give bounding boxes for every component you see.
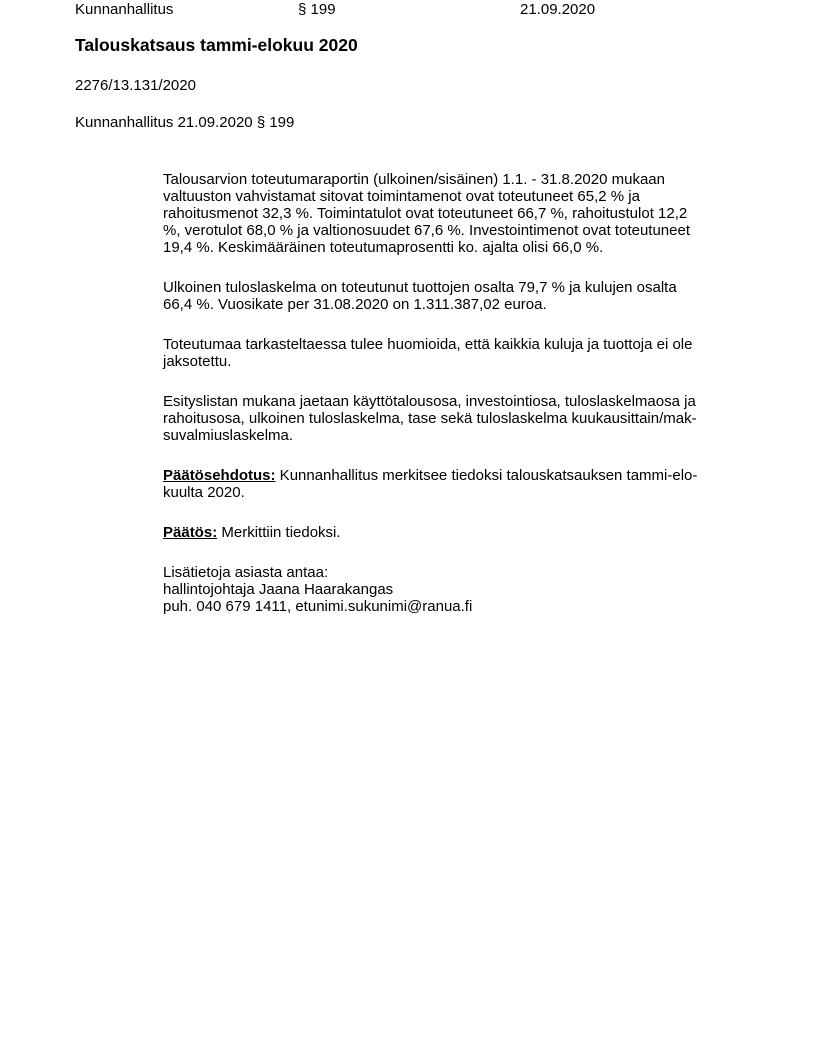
paragraph-line: 66,4 %. Vuosikate per 31.08.2020 on 1.311.387,02 euroa.: [163, 296, 547, 313]
decision-proposal-line2: kuulta 2020.: [163, 484, 245, 501]
header-organization: Kunnanhallitus: [75, 1, 174, 18]
decision-proposal-label: Päätösehdotus:: [163, 467, 276, 484]
paragraph-line: valtuuston vahvistamat sitovat toimintamenot ovat toteutuneet 65,2 % ja: [163, 188, 640, 205]
decision-proposal-line1: [163, 467, 753, 484]
contact-line: puh. 040 679 1411, etunimi.sukunimi@ranua.fi: [163, 598, 473, 615]
decision-line: [163, 524, 753, 541]
contact-line: hallintojohtaja Jaana Haarakangas: [163, 581, 394, 598]
paragraph-line: jaksotettu.: [163, 353, 232, 370]
contact-line: Lisätietoja asiasta antaa:: [163, 564, 329, 581]
paragraph-attachments: [163, 393, 753, 444]
paragraph-line: suvalmiuslaskelma.: [163, 427, 294, 444]
decision-proposal-text: Kunnanhallitus merkitsee tiedoksi talouskatsauksen tammi-elo-: [275, 467, 698, 484]
decision-label: Päätös:: [163, 524, 218, 541]
paragraph-line: Esityslistan mukana jaetaan käyttötalousosa, investointiosa, tuloslaskelmaosa ja: [163, 393, 696, 410]
paragraph-income-statement: [163, 279, 753, 313]
document-body: [163, 171, 753, 638]
paragraph-line: Ulkoinen tuloslaskelma on toteutunut tuottojen osalta 79,7 % ja kulujen osalta: [163, 279, 677, 296]
paragraph-line: rahoitusmenot 32,3 %. Toimintatulot ovat toteutuneet 66,7 %, rahoitustulot 12,2: [163, 205, 688, 222]
paragraph-line: %, verotulot 68,0 % ja valtionosuudet 67,6 %. Investointimenot ovat toteutuneet: [163, 222, 690, 239]
paragraph-decision-proposal: [163, 467, 753, 501]
meeting-reference: Kunnanhallitus 21.09.2020 § 199: [75, 114, 295, 131]
decision-text: Merkittiin tiedoksi.: [217, 524, 341, 541]
paragraph-line: 19,4 %. Keskimääräinen toteutumaprosentti ko. ajalta olisi 66,0 %.: [163, 239, 604, 256]
paragraph-decision: [163, 524, 753, 541]
paragraph-budget-realization: [163, 171, 753, 256]
header-section-number: § 199: [298, 1, 336, 18]
paragraph-contact-info: [163, 564, 753, 615]
paragraph-line: Talousarvion toteutumaraportin (ulkoinen/sisäinen) 1.1. - 31.8.2020 mukaan: [163, 171, 665, 188]
paragraph-line: Toteutumaa tarkasteltaessa tulee huomioida, että kaikkia kuluja ja tuottoja ei ole: [163, 336, 693, 353]
header-date: 21.09.2020: [520, 1, 596, 18]
diary-number: 2276/13.131/2020: [75, 77, 196, 94]
paragraph-accrual-note: [163, 336, 753, 370]
paragraph-line: rahoitusosa, ulkoinen tuloslaskelma, tase sekä tuloslaskelma kuukausittain/mak-: [163, 410, 697, 427]
document-title: Talouskatsaus tammi-elokuu 2020: [75, 35, 358, 55]
